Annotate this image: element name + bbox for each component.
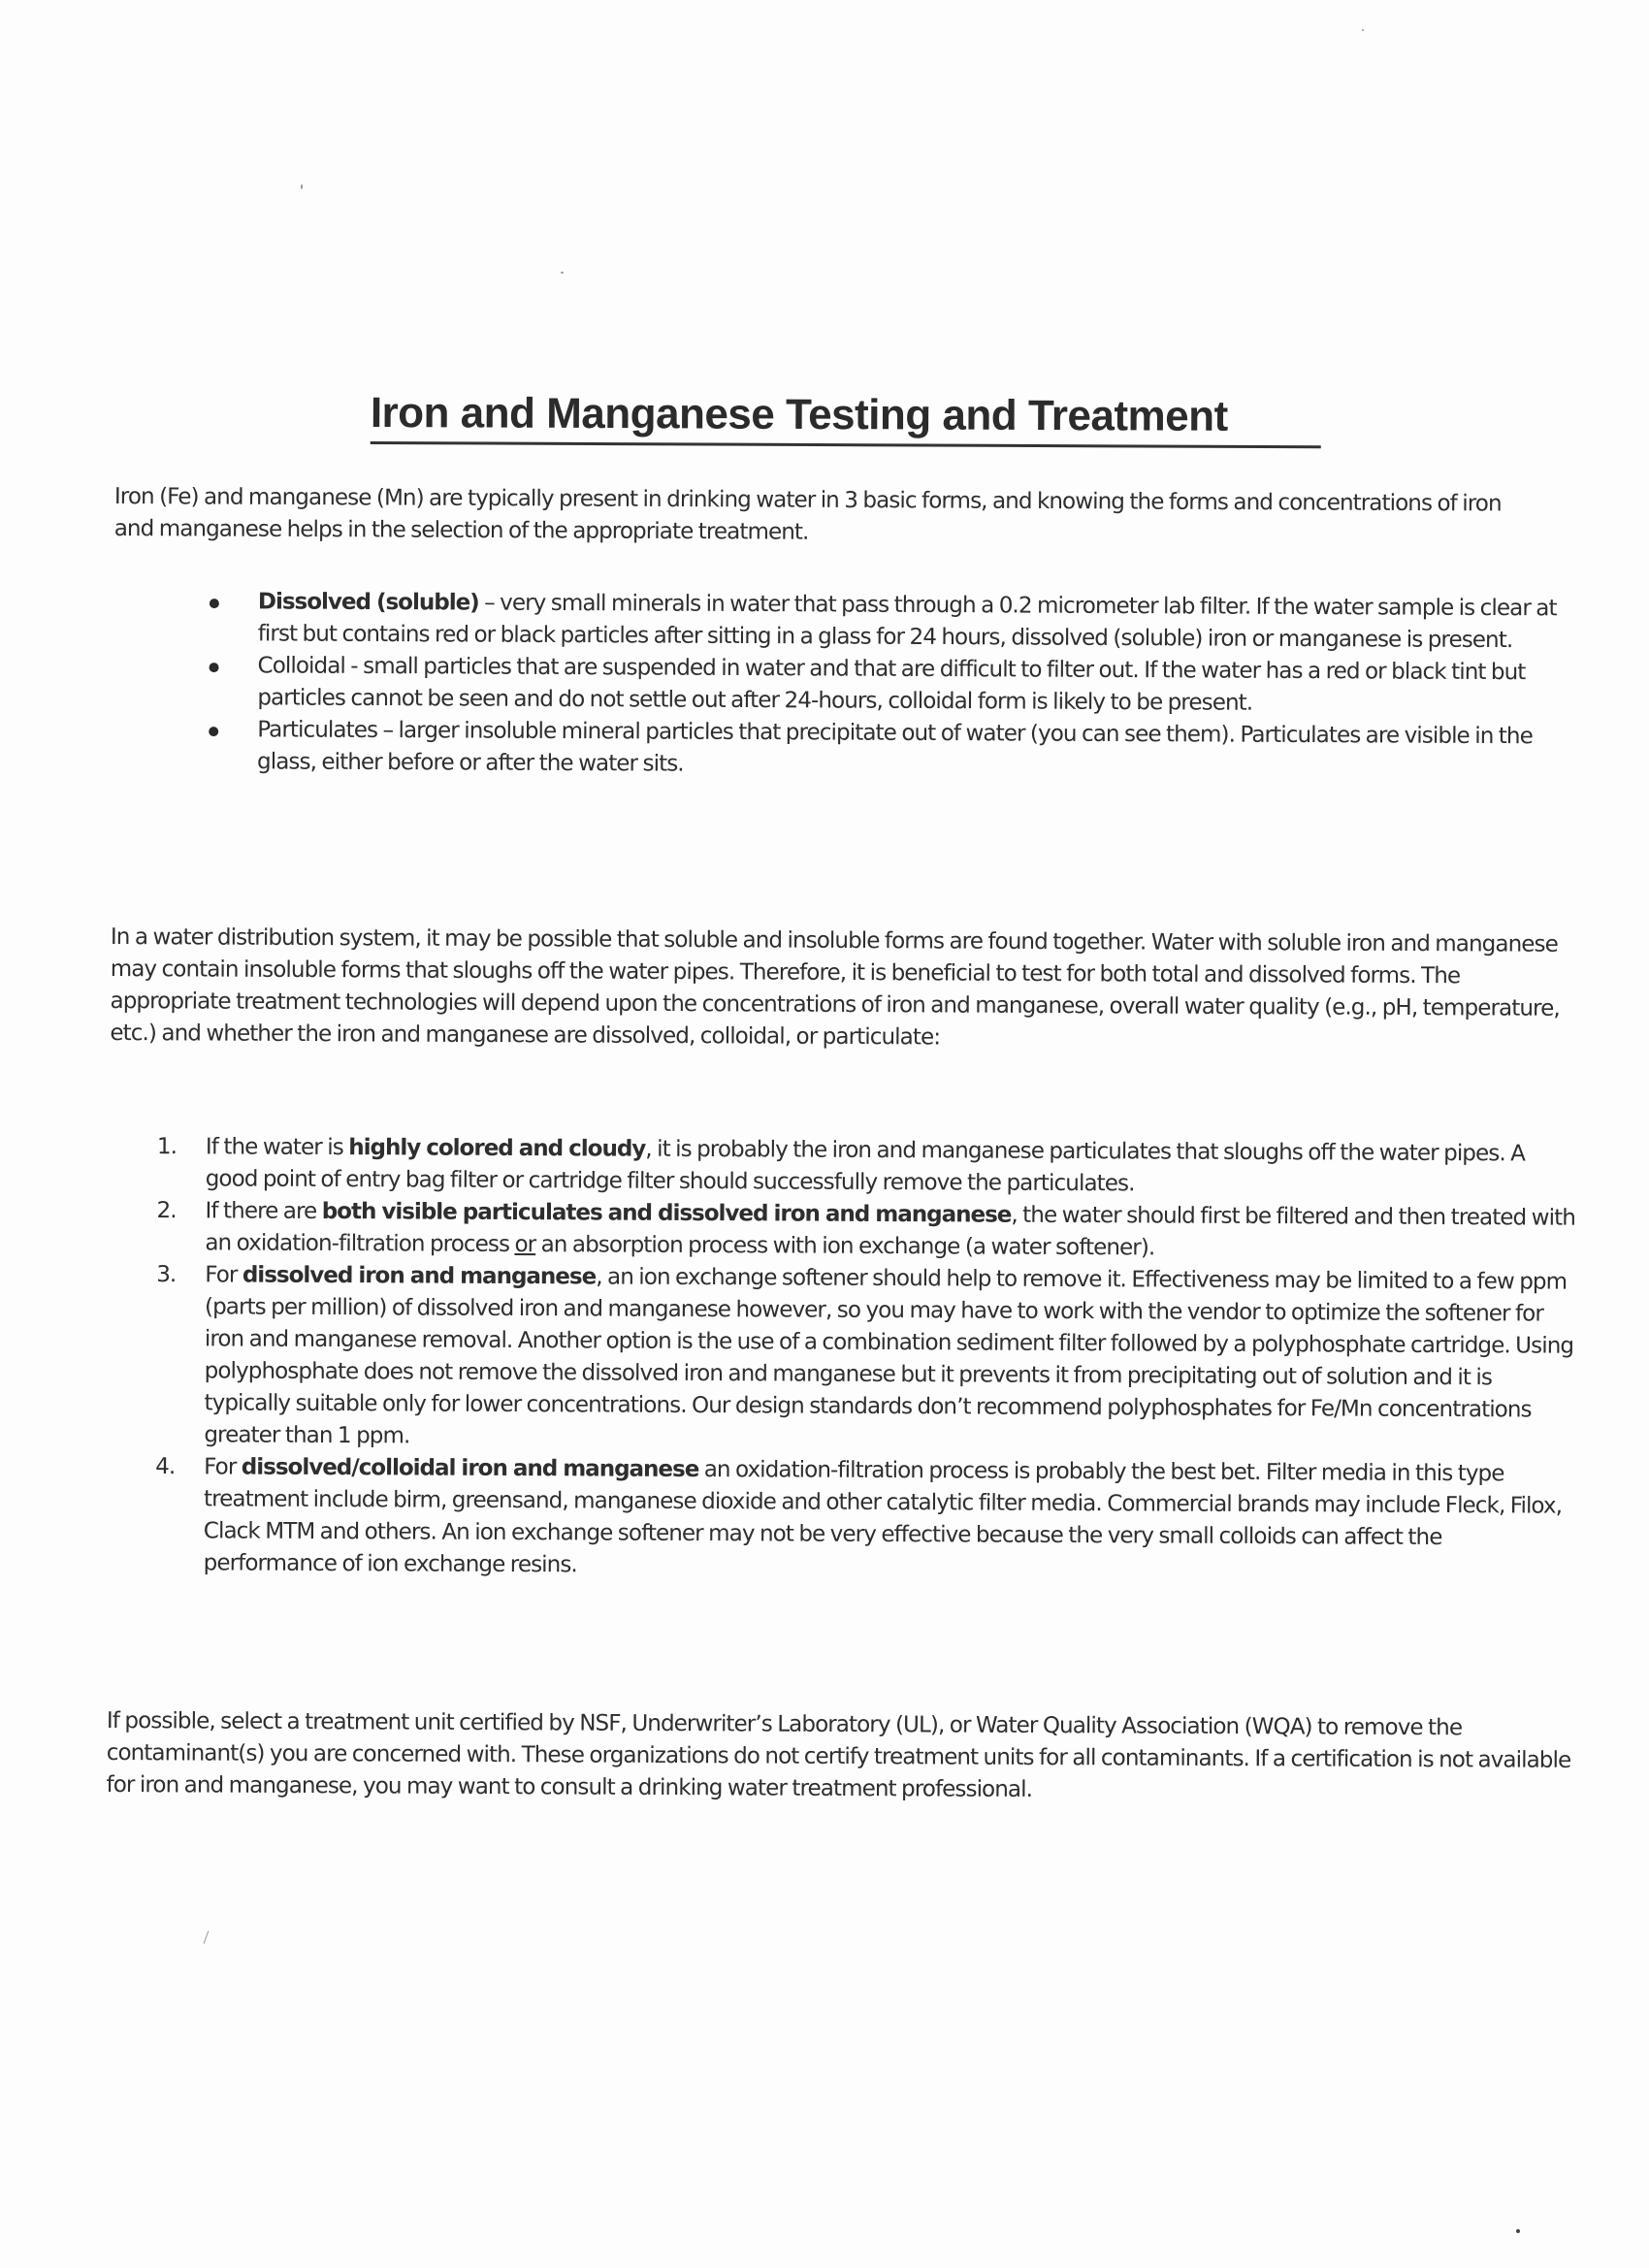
list-number: 1. (156, 1134, 178, 1160)
forms-bullet-list (193, 586, 1571, 785)
bullet-icon (210, 663, 219, 672)
treatment-bold-condition: dissolved iron and manganese (242, 1262, 597, 1290)
bullet-icon (210, 599, 219, 608)
form-term: Dissolved (soluble) (257, 589, 479, 616)
treatment-item (144, 1451, 1580, 1587)
form-separator: - (344, 653, 364, 679)
scan-speck (1362, 29, 1364, 31)
form-term: Particulates (257, 717, 378, 743)
list-number: 3. (156, 1262, 177, 1288)
form-separator: – (478, 590, 501, 616)
treatment-item (144, 1259, 1580, 1459)
treatment-text-before: If the water is (205, 1134, 349, 1161)
treatment-text-before: For (204, 1454, 242, 1480)
scan-speck (1516, 2229, 1520, 2233)
list-number: 4. (155, 1454, 176, 1480)
intro-paragraph: Iron (Fe) and manganese (Mn) are typically present in drinking water in 3 basic forms, and knowing the forms and concentrations of iron and manganese helps in the selection of the appropriate treatment. (113, 483, 1502, 545)
bullet-icon (209, 727, 218, 736)
scan-speck (561, 272, 564, 274)
treatment-underlined-word: or (514, 1231, 536, 1258)
form-description: small particles that are suspended in water and that are difficult to filter out. If the water has a red or black tint but particles cannot be seen and do not settle out after 24-hours, colloidal form is likely to be present. (257, 653, 1526, 716)
treatment-numbered-list (144, 1131, 1581, 1587)
treatment-text-after: an oxidation-filtration process is probably the best bet. Filter media in this type treatment include birm, greensand, manganese dioxide and other catalytic filter media. Commercial brands may include Fleck, Filox, Clack MTM and others. An ion exchange softener may not be very effective because the very small colloids can affect the performance of ion exchange resins. (203, 1456, 1563, 1578)
treatment-item (146, 1131, 1581, 1203)
treatment-text-after: , it is probably the iron and manganese particulates that sloughs off the water pipes. A good point of entry bag filter or cartridge filter should successfully remove the particulates. (205, 1136, 1526, 1197)
treatment-text-after: , an ion exchange softener should help to remove it. Effectiveness may be limited to a few ppm (parts per million) of dissolved iron and manganese however, so you may have to work with the vendor to optimize the softener for iron and manganese removal. Another option is the use of a combination sediment filter followed by a polyphosphate cartridge. Using polyphosphate does not remove the dissolved iron and manganese but it prevents it from precipitating out of solution and it is typically suitable only for lower concentrations. Our design standards don’t recommend polyphosphates for Fe/Mn concentrations greater than 1 ppm. (204, 1264, 1574, 1449)
treatment-item (145, 1195, 1580, 1267)
form-description: larger insoluble mineral particles that precipitate out of water (you can see them). Particulates are visible in the glass, either before or after the water sits. (256, 718, 1533, 777)
treatment-text-before: For (205, 1262, 242, 1288)
treatment-text-after-2: an absorption process with ion exchange (a water softener). (535, 1232, 1155, 1261)
treatment-bold-condition: both visible particulates and dissolved iron and manganese (321, 1198, 1012, 1228)
certification-paragraph: If possible, select a treatment unit certified by NSF, Underwriter’s Laboratory (UL), or Water Quality Association (WQA) to remove the contaminant(s) you are concerned with. These organizations do not certify treatment units for all contaminants. If a certification is not available for iron and manganese, you may want to consult a drinking water treatment professional. (106, 1708, 1571, 1802)
form-item-dissolved (194, 586, 1571, 657)
list-number: 2. (156, 1198, 177, 1224)
form-item-colloidal (193, 650, 1570, 721)
form-description: very small minerals in water that pass through a 0.2 micrometer lab filter. If the water sample is clear at first but contains red or black particles after sitting in a glass for 24 hours, dissolved (soluble) iron or manganese is present. (257, 590, 1557, 654)
treatment-text-before: If there are (205, 1198, 322, 1224)
document-title: Iron and Manganese Testing and Treatment (371, 389, 1321, 448)
scan-speck (301, 184, 303, 189)
scan-speck (204, 1930, 210, 1943)
form-item-particulates (193, 714, 1570, 785)
form-term: Colloidal (257, 653, 345, 679)
form-separator: – (377, 717, 399, 744)
treatment-text-after: , the water should first be filtered and then treated with an oxidation-filtration process (205, 1202, 1575, 1257)
distribution-paragraph: In a water distribution system, it may be possible that soluble and insoluble forms are found together. Water with soluble iron and manganese may contain insoluble forms that sloughs off the water pipes. Therefore, it is beneficial to test for both total and dissolved forms. The appropriate treatment technologies will depend upon the concentrations of iron and manganese, overall water quality (e.g., pH, temperature, etc.) and whether the iron and manganese are dissolved, colloidal, or particulate: (110, 923, 1560, 1051)
treatment-bold-condition: highly colored and cloudy (348, 1135, 646, 1162)
treatment-bold-condition: dissolved/colloidal iron and manganese (241, 1454, 699, 1482)
